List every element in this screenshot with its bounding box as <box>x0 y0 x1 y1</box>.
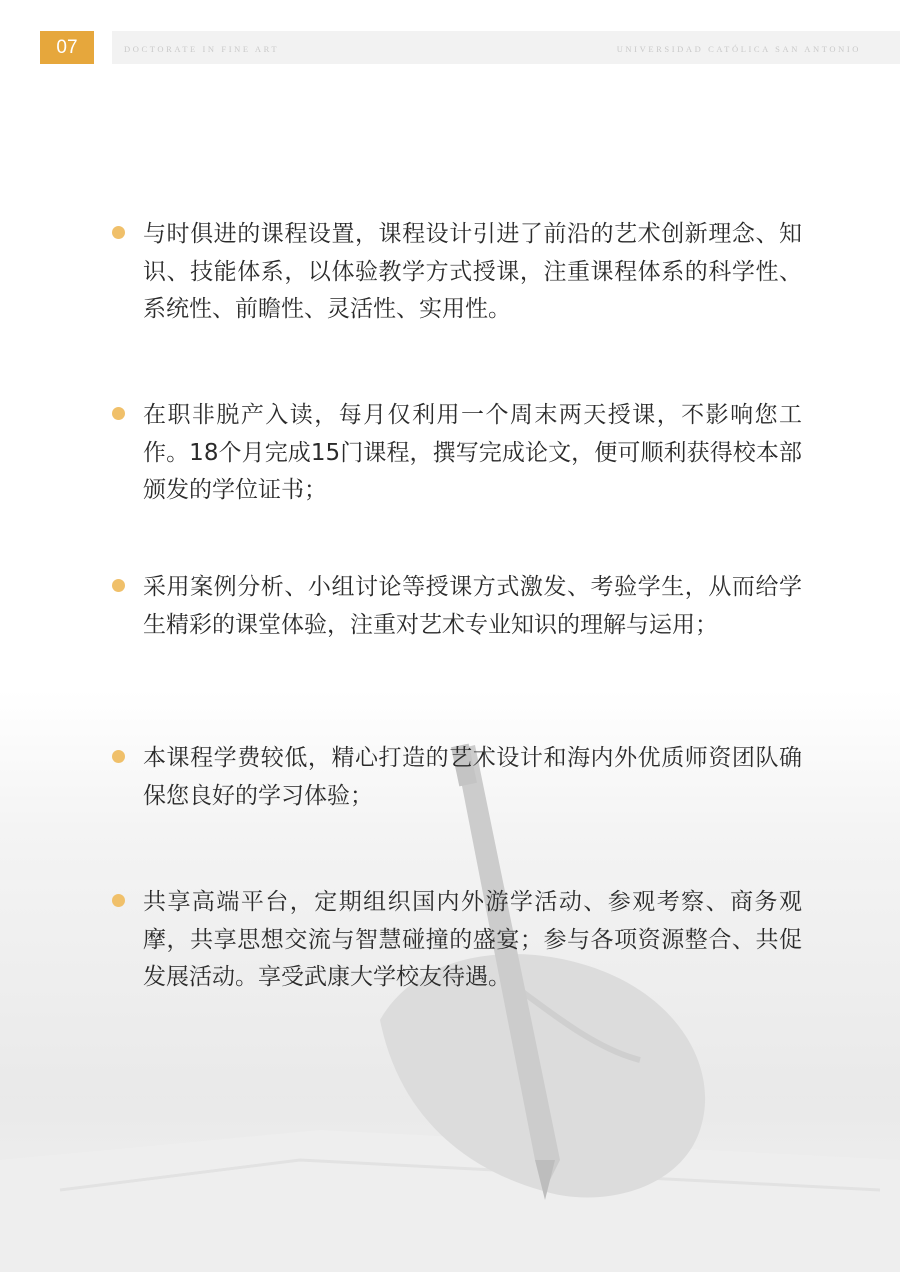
bullet-dot-icon <box>112 894 125 907</box>
list-item-text: 采用案例分析、小组讨论等授课方式激发、考验学生，从而给学生精彩的课堂体验，注重对艺术专业知识的理解与运用； <box>143 574 802 638</box>
bullet-dot-icon <box>112 750 125 763</box>
bullet-dot-icon <box>112 579 125 592</box>
bullet-dot-icon <box>112 407 125 420</box>
list-item-text: 共享高端平台，定期组织国内外游学活动、参观考察、商务观摩，共享思想交流与智慧碰撞的盛宴；参与各项资源整合、共促发展活动。享受武康大学校友待遇。 <box>143 889 802 990</box>
list-item <box>112 216 802 329</box>
list-item-text: 本课程学费较低，精心打造的艺术设计和海内外优质师资团队确保您良好的学习体验； <box>143 745 802 809</box>
list-item <box>112 397 802 510</box>
bullet-dot-icon <box>112 226 125 239</box>
list-item <box>112 740 802 815</box>
list-item-text: 与时俱进的课程设置，课程设计引进了前沿的艺术创新理念、知识、技能体系，以体验教学方式授课，注重课程体系的科学性、系统性、前瞻性、灵活性、实用性。 <box>143 221 802 322</box>
program-title: DOCTORATE IN FINE ART <box>124 44 280 54</box>
list-item <box>112 569 802 644</box>
list-item-text: 在职非脱产入读，每月仅利用一个周末两天授课，不影响您工作。18个月完成15门课程，撰写完成论文，便可顺利获得校本部颁发的学位证书； <box>143 402 802 503</box>
page-number: 07 <box>40 31 94 64</box>
list-item <box>112 884 802 997</box>
university-name: UNIVERSIDAD CATÓLICA SAN ANTONIO <box>616 44 861 54</box>
